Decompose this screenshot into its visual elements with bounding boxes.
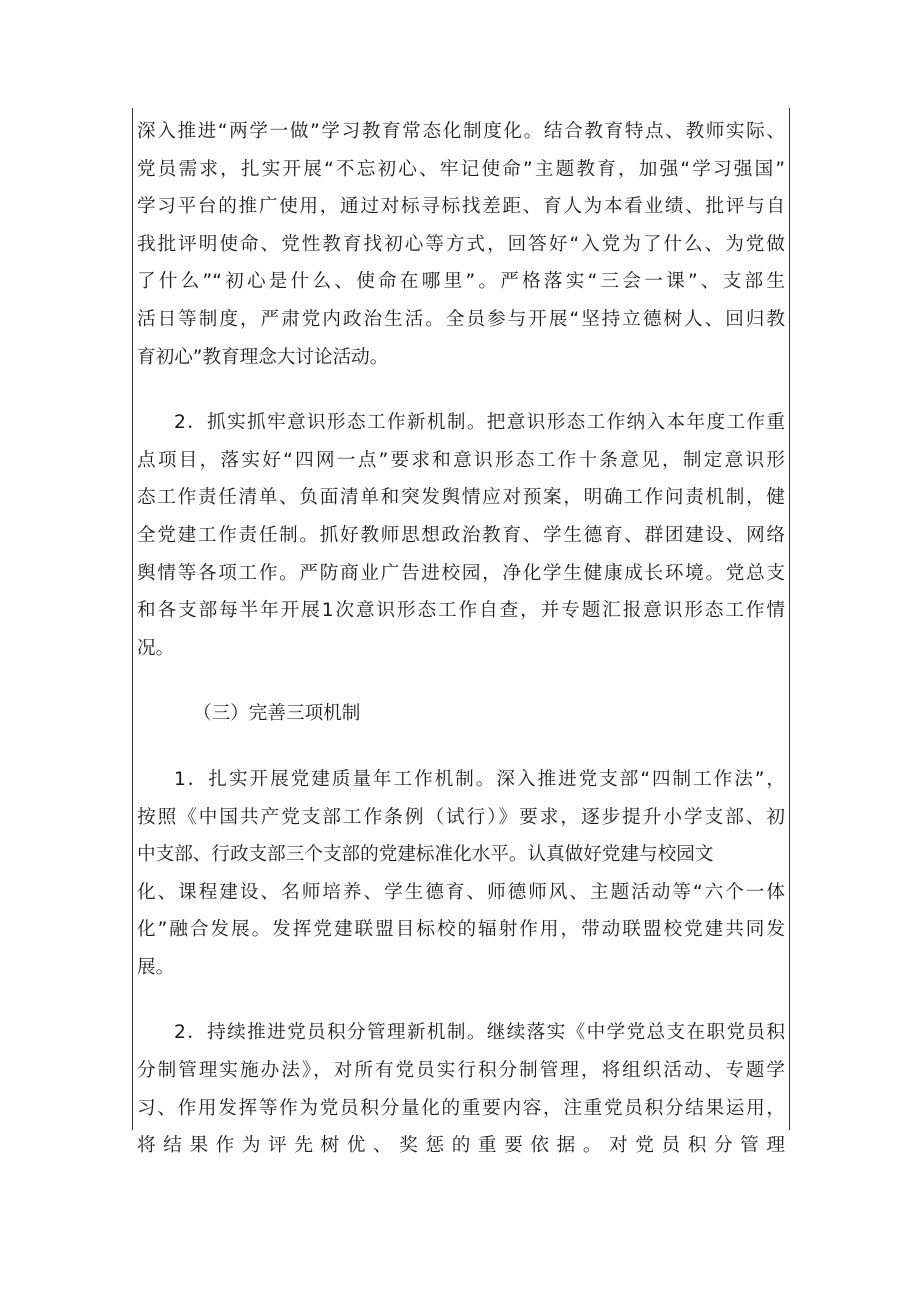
text-line: 点项目，落实好“四网一点”要求和意识形态工作十条意见，制定意识形 [137,449,785,471]
text-line: 态工作责任清单、负面清单和突发舆情应对预案，明确工作问责机制，健 [137,487,785,509]
text-line: 党员需求，扎实开展“不忘初心、牢记使命”主题教育，加强“学习强国” [137,158,785,180]
paragraph-party-quality-year [137,761,785,987]
text-line: 习、作用发挥等作为党员积分量化的重要内容，注重党员积分结果运用， [137,1097,785,1119]
text-line: 中支部、行政支部三个支部的党建标准化水平。认真做好党建与校园文 [137,844,714,866]
text-line: 和各支部每半年开展1次意识形态工作自查，并专题汇报意识形态工作情 [137,600,785,622]
text-line: 化、课程建设、名师培养、学生德育、师德师风、主题活动等“六个一体 [137,881,785,903]
text-line: 深入推进“两学一做”学习教育常态化制度化。结合教育特点、教师实际、 [137,121,785,142]
text-line: 全党建工作责任制。抓好教师思想政治教育、学生德育、群团建设、网络 [137,524,785,546]
text-line: 了什么”“初心是什么、使命在哪里”。严格落实“三会一课”、支部生 [137,271,785,293]
text-line: 分制管理实施办法》，对所有党员实行积分制管理，将组织活动、专题学 [137,1060,785,1082]
text-line: 我批评明使命、党性教育找初心等方式，回答好“入党为了什么、为党做 [137,233,785,255]
text-line: 舆情等各项工作。严防商业广告进校园，净化学生健康成长环境。党总支 [137,562,785,584]
text-line: 展。 [137,956,175,978]
text-line: 育初心”教育理念大讨论活动。 [137,346,389,368]
text-line: 学习平台的推广使用，通过对标寻标找差距、育人为本看业绩、批评与自 [137,196,785,218]
text-line: 况。 [137,637,175,659]
document-body [137,113,785,1165]
text-line: 1．扎实开展党建质量年工作机制。深入推进党支部“四制工作法”， [174,768,785,790]
text-line: 按照《中国共产党支部工作条例（试行）》要求，逐步提升小学支部、初 [137,806,785,828]
section-heading: （三）完善三项机制 [193,703,361,725]
text-line: 化”融合发展。发挥党建联盟目标校的辐射作用，带动联盟校党建共同发 [137,919,785,941]
text-line: 2．抓实抓牢意识形态工作新机制。把意识形态工作纳入本年度工作重 [174,412,785,434]
paragraph-points-management [137,1014,785,1164]
paragraph-ideology-mechanism [137,404,785,667]
text-line: 2．持续推进党员积分管理新机制。继续落实《中学党总支在职党员积 [174,1022,785,1044]
text-line: 将结果作为评先树优、奖惩的重要依据。对党员积分管理 [137,1135,785,1157]
paragraph-party-education [137,113,785,376]
text-line: 活日等制度，严肃党内政治生活。全员参与开展“坚持立德树人、回归教 [137,308,785,330]
